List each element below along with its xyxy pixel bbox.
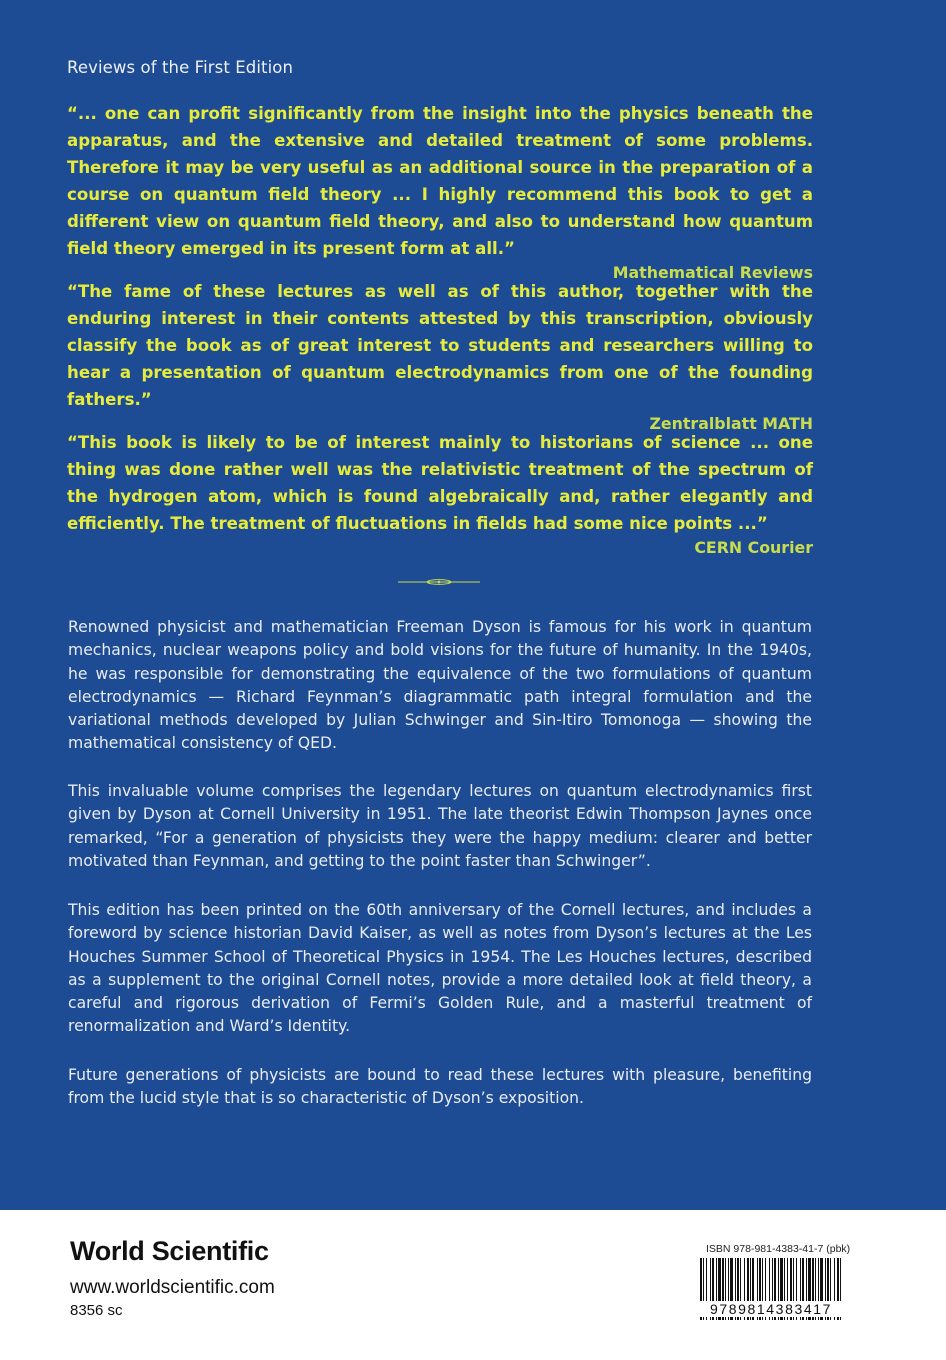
reviews-heading: Reviews of the First Edition [67,58,294,77]
description-paragraph: This invaluable volume comprises the legendary lectures on quantum electrodynamics first given by Dyson at Cornell University in 1951. The late theorist Edwin Thompson Jaynes once remarked, “For a generation of physicists they were the happy medium: clearer and better motivated than Feynman, and getting to the point faster than Schwinger”. [68,782,812,870]
review-mathematical-reviews [67,100,813,286]
publisher-name: World Scientific [70,1236,269,1266]
barcode-number: 9789814383417 [700,1301,842,1317]
review-source: CERN Courier [694,538,813,557]
publisher-website: www.worldscientific.com [70,1277,275,1298]
isbn-label: ISBN 978-981-4383-41-7 (pbk) [706,1243,851,1255]
description-paragraph: This edition has been printed on the 60th anniversary of the Cornell lectures, and includes a foreword by science historian David Kaiser, as well as notes from Dyson’s lectures at the Les Houches Summer School of Theoretical Physics in 1954. The Les Houches lectures, described as a supplement to the original Cornell notes, provide a more detailed look at field theory, a careful and rigorous derivation of Fermi’s Golden Rule, and a masterful treatment of renormalization and Ward’s Identity. [68,901,812,1036]
review-zentralblatt-math [67,278,813,437]
review-quote: “This book is likely to be of interest mainly to historians of science ... one thing was done rather well was the relativistic treatment of the spectrum of the hydrogen atom, which is found algebraically and, rather elegantly and efficiently. The treatment of fluctuations in fields had some nice points ...” [67,433,813,533]
product-code: 8356 sc [70,1302,123,1319]
review-source: Mathematical Reviews [612,263,813,282]
review-cern-courier [67,429,813,561]
description-paragraph: Renowned physicist and mathematician Freeman Dyson is famous for his work in quantum mechanics, nuclear weapons policy and bold visions for the future of humanity. In the 1940s, he was responsible for demonstrating the equivalence of the two formulations of quantum electrodynamics — Richard Feynman’s diagrammatic path integral formulation and the variational methods developed by Julian Schwinger and Sin-Itiro Tomonoga — showing the mathematical consistency of QED. [68,618,812,753]
ornament-divider [398,577,480,587]
review-source: Zentralblatt MATH [649,414,813,433]
review-quote: “... one can profit significantly from the insight into the physics beneath the apparatus, and the extensive and detailed treatment of some problems. Therefore it may be very useful as an additional source in the preparation of a course on quantum field theory ... I highly recommend this book to get a different view on quantum field theory, and also to understand how quantum field theory emerged in its present form at all.” [67,104,813,258]
review-quote: “The fame of these lectures as well as of this author, together with the enduring interest in their contents attested by this transcription, obviously classify the book as of great interest to students and researchers willing to hear a presentation of quantum electrodynamics from one of the founding fathers.” [67,282,813,409]
description-paragraph: Future generations of physicists are bound to read these lectures with pleasure, benefiting from the lucid style that is so characteristic of Dyson’s exposition. [68,1066,812,1108]
